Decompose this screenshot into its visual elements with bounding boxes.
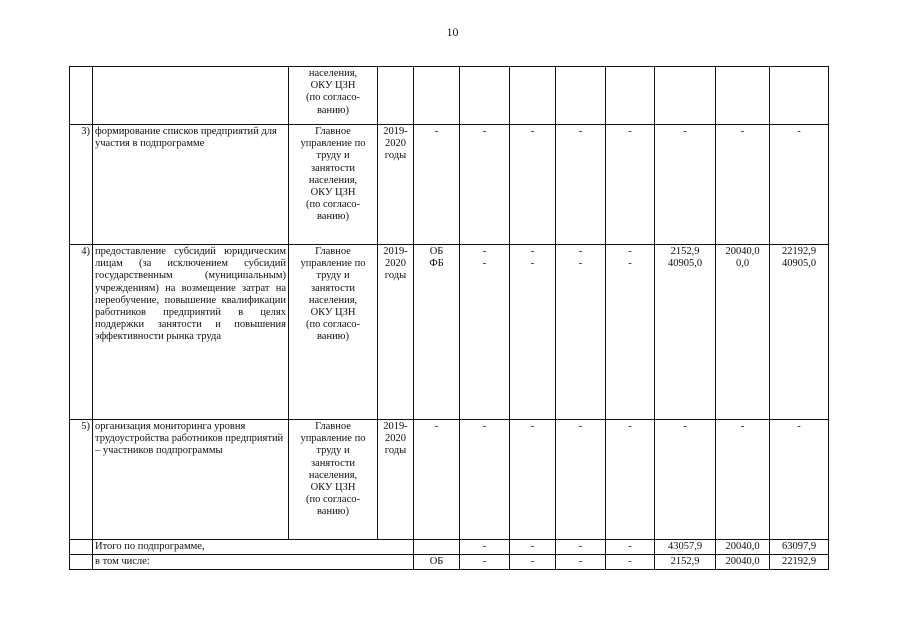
page-number: 10: [446, 25, 459, 39]
cell-line: -: [683, 421, 687, 432]
summary-amount-y2015: -: [460, 540, 510, 555]
table-row: [70, 125, 829, 245]
amount-cell-y2020: [716, 420, 770, 540]
cell-line: -: [530, 421, 535, 432]
measure-name-cell: формирование списков предприятий для участия в подпрограмме: [93, 125, 289, 245]
summary-row: [70, 540, 829, 555]
cell-line: 2020: [385, 433, 406, 445]
cell-line: занятости: [310, 457, 356, 469]
executor-cell: [289, 420, 378, 540]
cell-line: -: [797, 421, 801, 432]
cell-line: -: [482, 126, 487, 137]
cell-line: 2019-: [383, 421, 408, 432]
amount-cell-y2015: [460, 420, 510, 540]
amount-cell-y2016: [510, 245, 556, 420]
amount-cell-y2016: [510, 125, 556, 245]
cell-line: -: [530, 258, 535, 270]
summary-amount-y2015: -: [460, 555, 510, 570]
amount-cell-y2019: [655, 125, 716, 245]
cell-line: (по согласо-: [306, 199, 360, 211]
cell-line: -: [578, 126, 583, 137]
cell-line: управление по: [300, 258, 366, 270]
cell-line: Главное: [315, 246, 351, 257]
summary-amount-y2018: -: [606, 555, 655, 570]
term-cell: [378, 67, 414, 125]
cell-line: ванию): [316, 211, 350, 223]
cell-line: 22192,9: [781, 246, 817, 257]
cell-line: занятости: [310, 282, 356, 294]
amount-cell-y2017: [556, 245, 606, 420]
amount-cell-y2019: [655, 245, 716, 420]
cell-line: населения,: [308, 68, 358, 79]
row-number-cell: 3): [70, 125, 93, 245]
cell-line: труду и: [316, 270, 350, 282]
cell-line: (по согласо-: [306, 319, 360, 331]
executor-cell: [289, 245, 378, 420]
summary-blank-cell: [70, 540, 93, 555]
amount-cell-y2015: [460, 125, 510, 245]
amount-cell-total: [770, 67, 829, 125]
summary-amount-y2019: 2152,9: [655, 555, 716, 570]
cell-line: Главное: [315, 421, 351, 432]
cell-line: -: [578, 421, 583, 432]
amount-cell-y2020: [716, 245, 770, 420]
cell-line: 2020: [385, 258, 406, 270]
amount-cell-y2016: [510, 67, 556, 125]
cell-line: 2019-: [383, 246, 408, 257]
cell-line: 2019-: [383, 126, 408, 137]
summary-amount-y2016: -: [510, 540, 556, 555]
amount-cell-y2018: [606, 67, 655, 125]
cell-line: 2020: [385, 138, 406, 150]
measure-name-cell: организация мониторинга уровня трудоустройства работников предприятий – участников подпрограммы: [93, 420, 289, 540]
cell-line: -: [683, 126, 687, 137]
cell-line: 2152,9: [670, 246, 700, 257]
funding-source-cell: [414, 67, 460, 125]
cell-line: 40905,0: [781, 258, 817, 270]
executor-cell: [289, 125, 378, 245]
cell-line: -: [578, 246, 583, 257]
cell-line: -: [434, 126, 439, 137]
amount-cell-y2017: [556, 420, 606, 540]
funding-source-cell: [414, 420, 460, 540]
summary-source-cell: [414, 540, 460, 555]
cell-line: Главное: [315, 126, 351, 137]
summary-amount-y2019: 43057,9: [655, 540, 716, 555]
summary-source-cell: ОБ: [414, 555, 460, 570]
cell-line: -: [740, 126, 745, 137]
amount-cell-total: [770, 125, 829, 245]
amount-cell-total: [770, 245, 829, 420]
cell-line: ОКУ ЦЗН: [310, 80, 356, 92]
cell-line: населения,: [308, 469, 358, 481]
cell-line: 20040,0: [725, 246, 760, 257]
cell-line: ОКУ ЦЗН: [310, 482, 356, 494]
funding-source-cell: [414, 125, 460, 245]
cell-line: труду и: [316, 445, 350, 457]
term-cell: [378, 245, 414, 420]
row-number-cell: 5): [70, 420, 93, 540]
summary-amount-total: 22192,9: [770, 555, 829, 570]
cell-line: -: [740, 421, 745, 432]
summary-amount-y2017: -: [556, 555, 606, 570]
cell-line: ОБ: [429, 246, 444, 257]
cell-line: ванию): [316, 331, 350, 343]
summary-amount-y2018: -: [606, 540, 655, 555]
executor-cell: [289, 67, 378, 125]
summary-label-cell: Итого по подпрограмме,: [93, 540, 414, 555]
amount-cell-y2015: [460, 67, 510, 125]
cell-line: -: [530, 126, 535, 137]
cell-line: занятости: [310, 162, 356, 174]
cell-line: ванию): [316, 104, 350, 116]
cell-line: ванию): [316, 506, 350, 518]
cell-line: -: [482, 246, 487, 257]
row-number-cell: 4): [70, 245, 93, 420]
summary-label-cell: в том числе:: [93, 555, 414, 570]
cell-line: (по согласо-: [306, 92, 360, 104]
funding-source-cell: [414, 245, 460, 420]
cell-line: -: [628, 126, 632, 137]
cell-line: -: [482, 258, 487, 270]
amount-cell-y2018: [606, 125, 655, 245]
cell-line: управление по: [300, 138, 366, 150]
cell-line: -: [797, 126, 801, 137]
table-row: [70, 245, 829, 420]
cell-line: годы: [384, 150, 407, 162]
cell-line: 0,0: [735, 258, 750, 270]
cell-line: ОКУ ЦЗН: [310, 187, 356, 199]
summary-amount-y2016: -: [510, 555, 556, 570]
cell-line: -: [628, 421, 632, 432]
amount-cell-y2020: [716, 67, 770, 125]
row-number-cell: [70, 67, 93, 125]
measure-name-cell: [93, 67, 289, 125]
cell-line: -: [628, 258, 632, 270]
cell-line: 40905,0: [667, 258, 703, 270]
summary-amount-total: 63097,9: [770, 540, 829, 555]
amount-cell-y2016: [510, 420, 556, 540]
measure-name-cell: предоставление субсидий юридическим лицам (за исключением субсидий государственным (муниципальным) учреждениям) на возмещение затрат на переобучение, повышение квалификации работников предприятий в целях поддержки занятости и повышения эффективности рынка труда: [93, 245, 289, 420]
amount-cell-y2018: [606, 245, 655, 420]
amount-cell-y2017: [556, 67, 606, 125]
cell-line: -: [434, 421, 439, 432]
amount-cell-y2015: [460, 245, 510, 420]
amount-cell-y2019: [655, 420, 716, 540]
summary-blank-cell: [70, 555, 93, 570]
amount-cell-y2018: [606, 420, 655, 540]
cell-line: населения,: [308, 174, 358, 186]
cell-line: -: [530, 246, 535, 257]
cell-line: -: [482, 421, 487, 432]
cell-line: годы: [384, 445, 407, 457]
amount-cell-y2019: [655, 67, 716, 125]
summary-row: [70, 555, 829, 570]
cell-line: -: [628, 246, 632, 257]
table-row: [70, 67, 829, 125]
amount-cell-y2017: [556, 125, 606, 245]
summary-amount-y2017: -: [556, 540, 606, 555]
cell-line: ОКУ ЦЗН: [310, 307, 356, 319]
cell-line: ФБ: [429, 258, 444, 270]
summary-amount-y2020: 20040,0: [716, 555, 770, 570]
amount-cell-total: [770, 420, 829, 540]
cell-line: труду и: [316, 150, 350, 162]
cell-line: (по согласо-: [306, 494, 360, 506]
cell-line: управление по: [300, 433, 366, 445]
table-row: [70, 420, 829, 540]
summary-amount-y2020: 20040,0: [716, 540, 770, 555]
amount-cell-y2020: [716, 125, 770, 245]
term-cell: [378, 420, 414, 540]
term-cell: [378, 125, 414, 245]
cell-line: годы: [384, 270, 407, 282]
cell-line: -: [578, 258, 583, 270]
measures-table: [69, 66, 829, 570]
cell-line: населения,: [308, 294, 358, 306]
